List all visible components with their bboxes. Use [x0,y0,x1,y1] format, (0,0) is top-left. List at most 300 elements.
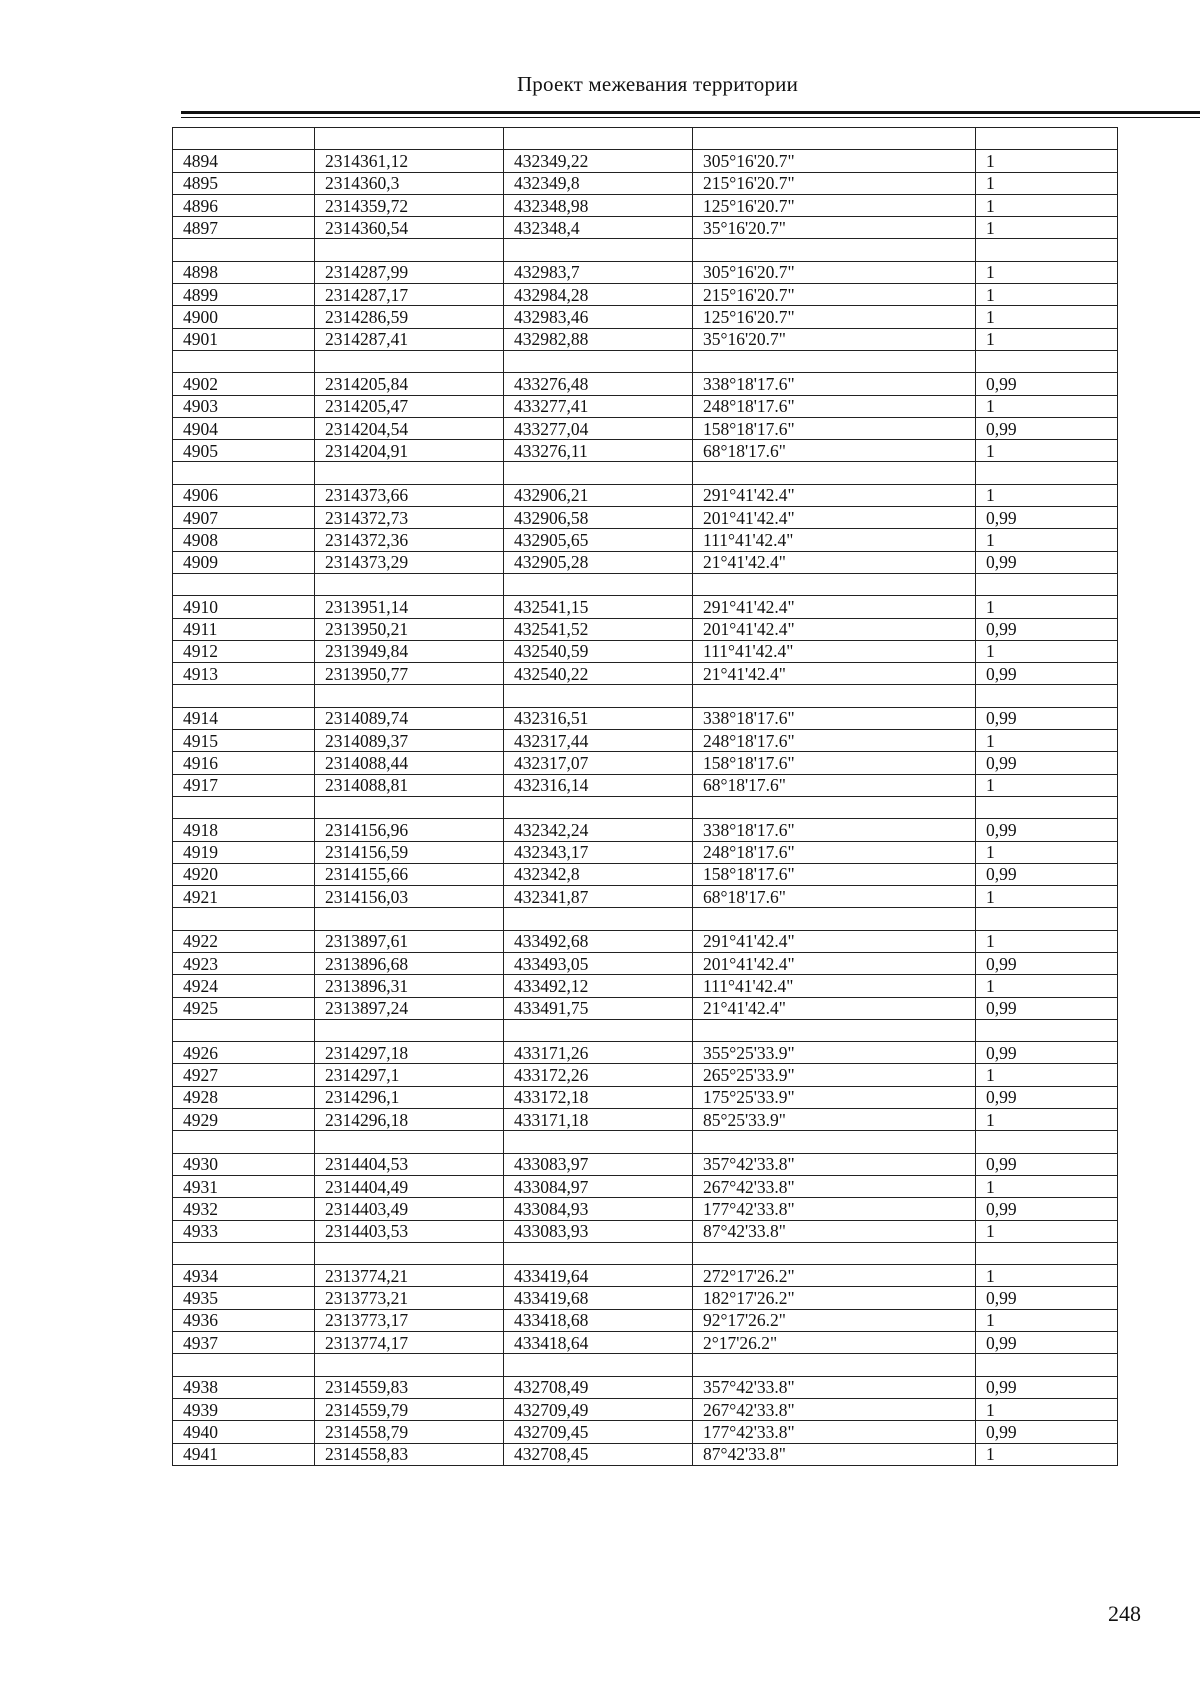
distance-cell: 0,99 [976,1376,1118,1398]
table-row [173,975,1118,997]
x-coordinate-cell: 2314373,29 [315,551,504,573]
point-number-cell: 4896 [173,194,315,216]
y-coordinate-cell: 433493,05 [504,952,693,974]
x-coordinate-cell: 2314404,53 [315,1153,504,1175]
y-coordinate-cell: 432905,65 [504,529,693,551]
empty-cell [976,1019,1118,1041]
distance-cell: 0,99 [976,1086,1118,1108]
y-coordinate-cell: 433276,11 [504,440,693,462]
empty-cell [693,796,976,818]
separator-row [173,796,1118,818]
y-coordinate-cell: 432341,87 [504,886,693,908]
y-coordinate-cell: 432540,22 [504,663,693,685]
point-number-cell: 4917 [173,774,315,796]
direction-angle-cell: 248°18'17.6" [693,841,976,863]
direction-angle-cell: 68°18'17.6" [693,774,976,796]
empty-cell [976,573,1118,595]
empty-cell [173,239,315,261]
x-coordinate-cell: 2314297,18 [315,1042,504,1064]
point-number-cell: 4914 [173,707,315,729]
x-coordinate-cell: 2314205,84 [315,373,504,395]
empty-cell [976,1354,1118,1376]
point-number-cell: 4937 [173,1332,315,1354]
x-coordinate-cell: 2313773,17 [315,1309,504,1331]
empty-cell [504,239,693,261]
x-coordinate-cell: 2314155,66 [315,863,504,885]
table-row [173,640,1118,662]
table-row [173,819,1118,841]
x-coordinate-cell: 2314372,73 [315,507,504,529]
table-row [173,1064,1118,1086]
table-row [173,707,1118,729]
x-coordinate-cell: 2314204,91 [315,440,504,462]
empty-cell [173,1019,315,1041]
y-coordinate-cell: 432906,58 [504,507,693,529]
point-number-cell: 4927 [173,1064,315,1086]
point-number-cell: 4895 [173,172,315,194]
table-row [173,841,1118,863]
header-rule-thick [181,111,1200,114]
y-coordinate-cell: 432316,14 [504,774,693,796]
point-number-cell: 4928 [173,1086,315,1108]
x-coordinate-cell: 2313896,68 [315,952,504,974]
distance-cell: 0,99 [976,1198,1118,1220]
distance-cell: 0,99 [976,1042,1118,1064]
table-row [173,1220,1118,1242]
direction-angle-cell: 158°18'17.6" [693,417,976,439]
direction-angle-cell: 21°41'42.4" [693,551,976,573]
y-coordinate-cell: 432541,15 [504,596,693,618]
direction-angle-cell: 291°41'42.4" [693,930,976,952]
point-number-cell: 4898 [173,261,315,283]
direction-angle-cell: 338°18'17.6" [693,373,976,395]
x-coordinate-cell: 2313774,21 [315,1265,504,1287]
direction-angle-cell: 158°18'17.6" [693,752,976,774]
table-row [173,886,1118,908]
empty-cell [504,1131,693,1153]
coordinates-table [172,127,1118,1466]
distance-cell: 1 [976,172,1118,194]
empty-cell [504,350,693,372]
x-coordinate-cell: 2313896,31 [315,975,504,997]
direction-angle-cell: 338°18'17.6" [693,819,976,841]
distance-cell: 0,99 [976,997,1118,1019]
x-coordinate-cell: 2313950,21 [315,618,504,640]
distance-cell: 0,99 [976,1332,1118,1354]
table-row [173,1443,1118,1465]
empty-cell [693,685,976,707]
table-row [173,1287,1118,1309]
direction-angle-cell: 87°42'33.8" [693,1443,976,1465]
y-coordinate-cell: 433418,68 [504,1309,693,1331]
direction-angle-cell: 92°17'26.2" [693,1309,976,1331]
distance-cell: 1 [976,484,1118,506]
empty-cell [504,573,693,595]
y-coordinate-cell: 433277,41 [504,395,693,417]
y-coordinate-cell: 433418,64 [504,1332,693,1354]
table-row [173,1109,1118,1131]
direction-angle-cell: 248°18'17.6" [693,395,976,417]
distance-cell: 1 [976,596,1118,618]
x-coordinate-cell: 2314296,18 [315,1109,504,1131]
y-coordinate-cell: 433083,97 [504,1153,693,1175]
y-coordinate-cell: 433172,26 [504,1064,693,1086]
empty-cell [976,1131,1118,1153]
empty-cell [976,462,1118,484]
empty-cell [173,796,315,818]
point-number-cell: 4915 [173,730,315,752]
x-coordinate-cell: 2314359,72 [315,194,504,216]
point-number-cell: 4912 [173,640,315,662]
separator-row [173,1354,1118,1376]
table-row [173,596,1118,618]
y-coordinate-cell: 433084,93 [504,1198,693,1220]
table-row [173,172,1118,194]
empty-cell [173,1242,315,1264]
table-row [173,1175,1118,1197]
y-coordinate-cell: 432349,8 [504,172,693,194]
direction-angle-cell: 267°42'33.8" [693,1175,976,1197]
table-row [173,217,1118,239]
point-number-cell: 4929 [173,1109,315,1131]
distance-cell: 1 [976,306,1118,328]
distance-cell: 1 [976,194,1118,216]
x-coordinate-cell: 2314297,1 [315,1064,504,1086]
direction-angle-cell: 201°41'42.4" [693,618,976,640]
x-coordinate-cell: 2314360,3 [315,172,504,194]
y-coordinate-cell: 432708,45 [504,1443,693,1465]
x-coordinate-cell: 2314088,44 [315,752,504,774]
point-number-cell: 4941 [173,1443,315,1465]
direction-angle-cell: 305°16'20.7" [693,261,976,283]
direction-angle-cell: 125°16'20.7" [693,306,976,328]
distance-cell: 0,99 [976,752,1118,774]
empty-cell [693,462,976,484]
separator-row [173,462,1118,484]
x-coordinate-cell: 2313897,24 [315,997,504,1019]
distance-cell: 1 [976,284,1118,306]
direction-angle-cell: 111°41'42.4" [693,640,976,662]
distance-cell: 1 [976,1398,1118,1420]
x-coordinate-cell: 2314156,59 [315,841,504,863]
point-number-cell: 4938 [173,1376,315,1398]
point-number-cell: 4923 [173,952,315,974]
x-coordinate-cell: 2314296,1 [315,1086,504,1108]
direction-angle-cell: 215°16'20.7" [693,284,976,306]
y-coordinate-cell: 432349,22 [504,150,693,172]
y-coordinate-cell: 432348,4 [504,217,693,239]
table-row [173,150,1118,172]
page-title: Проект межевания территории [516,72,799,96]
page-number: 248 [1108,1601,1141,1626]
empty-cell [976,1242,1118,1264]
y-coordinate-cell: 433171,26 [504,1042,693,1064]
y-coordinate-cell: 432708,49 [504,1376,693,1398]
point-number-cell: 4901 [173,328,315,350]
x-coordinate-cell: 2314286,59 [315,306,504,328]
table-row [173,1376,1118,1398]
empty-cell [693,908,976,930]
empty-cell [173,1131,315,1153]
separator-row [173,1242,1118,1264]
empty-cell [315,1354,504,1376]
distance-cell: 1 [976,440,1118,462]
x-coordinate-cell: 2313897,61 [315,930,504,952]
table-row [173,1332,1118,1354]
x-coordinate-cell: 2313774,17 [315,1332,504,1354]
direction-angle-cell: 21°41'42.4" [693,663,976,685]
empty-cell [315,908,504,930]
x-coordinate-cell: 2314089,74 [315,707,504,729]
distance-cell: 1 [976,217,1118,239]
empty-cell [315,685,504,707]
empty-cell [976,350,1118,372]
empty-cell [693,239,976,261]
point-number-cell: 4894 [173,150,315,172]
y-coordinate-cell: 432709,45 [504,1421,693,1443]
y-coordinate-cell: 433419,68 [504,1287,693,1309]
point-number-cell: 4908 [173,529,315,551]
x-coordinate-cell: 2314287,99 [315,261,504,283]
point-number-cell: 4903 [173,395,315,417]
distance-cell: 0,99 [976,863,1118,885]
distance-cell: 0,99 [976,819,1118,841]
direction-angle-cell: 125°16'20.7" [693,194,976,216]
empty-cell [315,796,504,818]
y-coordinate-cell: 432317,07 [504,752,693,774]
separator-row [173,685,1118,707]
y-coordinate-cell: 432709,49 [504,1398,693,1420]
point-number-cell: 4925 [173,997,315,1019]
table-row [173,930,1118,952]
distance-cell: 1 [976,1220,1118,1242]
y-coordinate-cell: 433419,64 [504,1265,693,1287]
distance-cell: 0,99 [976,1287,1118,1309]
separator-row [173,908,1118,930]
separator-row [173,573,1118,595]
direction-angle-cell: 291°41'42.4" [693,596,976,618]
direction-angle-cell: 35°16'20.7" [693,328,976,350]
x-coordinate-cell: 2313773,21 [315,1287,504,1309]
table-row [173,618,1118,640]
distance-cell: 1 [976,841,1118,863]
y-coordinate-cell: 433277,04 [504,417,693,439]
point-number-cell: 4933 [173,1220,315,1242]
table-row [173,863,1118,885]
x-coordinate-cell: 2313951,14 [315,596,504,618]
point-number-cell: 4899 [173,284,315,306]
direction-angle-cell: 357°42'33.8" [693,1153,976,1175]
x-coordinate-cell: 2314403,49 [315,1198,504,1220]
direction-angle-cell: 158°18'17.6" [693,863,976,885]
separator-row [173,350,1118,372]
distance-cell: 0,99 [976,1421,1118,1443]
table-row [173,1198,1118,1220]
distance-cell: 1 [976,886,1118,908]
separator-row [173,1019,1118,1041]
y-coordinate-cell: 433084,97 [504,1175,693,1197]
direction-angle-cell: 85°25'33.9" [693,1109,976,1131]
y-coordinate-cell: 432342,8 [504,863,693,885]
empty-cell [693,350,976,372]
empty-cell [504,462,693,484]
empty-cell [504,1019,693,1041]
distance-cell: 1 [976,150,1118,172]
direction-angle-cell: 21°41'42.4" [693,997,976,1019]
empty-cell [315,1131,504,1153]
empty-cell [315,1242,504,1264]
point-number-cell: 4919 [173,841,315,863]
x-coordinate-cell: 2313949,84 [315,640,504,662]
point-number-cell: 4905 [173,440,315,462]
empty-cell [693,128,976,150]
direction-angle-cell: 338°18'17.6" [693,707,976,729]
point-number-cell: 4934 [173,1265,315,1287]
distance-cell: 1 [976,395,1118,417]
empty-cell [315,239,504,261]
y-coordinate-cell: 433492,68 [504,930,693,952]
point-number-cell: 4900 [173,306,315,328]
y-coordinate-cell: 432906,21 [504,484,693,506]
x-coordinate-cell: 2314204,54 [315,417,504,439]
direction-angle-cell: 357°42'33.8" [693,1376,976,1398]
empty-cell [504,1242,693,1264]
x-coordinate-cell: 2314287,17 [315,284,504,306]
y-coordinate-cell: 432342,24 [504,819,693,841]
x-coordinate-cell: 2314287,41 [315,328,504,350]
y-coordinate-cell: 433491,75 [504,997,693,1019]
y-coordinate-cell: 432905,28 [504,551,693,573]
table-row [173,484,1118,506]
distance-cell: 0,99 [976,507,1118,529]
empty-cell [173,128,315,150]
y-coordinate-cell: 433276,48 [504,373,693,395]
table-row [173,952,1118,974]
x-coordinate-cell: 2314404,49 [315,1175,504,1197]
empty-cell [976,908,1118,930]
empty-cell [504,1354,693,1376]
direction-angle-cell: 111°41'42.4" [693,975,976,997]
table-row [173,1309,1118,1331]
direction-angle-cell: 87°42'33.8" [693,1220,976,1242]
distance-cell: 0,99 [976,663,1118,685]
table-row [173,752,1118,774]
separator-row [173,1131,1118,1153]
direction-angle-cell: 272°17'26.2" [693,1265,976,1287]
table-row [173,997,1118,1019]
y-coordinate-cell: 432983,7 [504,261,693,283]
empty-cell [315,128,504,150]
y-coordinate-cell: 433083,93 [504,1220,693,1242]
distance-cell: 1 [976,1064,1118,1086]
y-coordinate-cell: 433172,18 [504,1086,693,1108]
direction-angle-cell: 201°41'42.4" [693,952,976,974]
point-number-cell: 4924 [173,975,315,997]
point-number-cell: 4939 [173,1398,315,1420]
distance-cell: 1 [976,1175,1118,1197]
x-coordinate-cell: 2314558,79 [315,1421,504,1443]
direction-angle-cell: 265°25'33.9" [693,1064,976,1086]
distance-cell: 1 [976,1265,1118,1287]
distance-cell: 1 [976,640,1118,662]
y-coordinate-cell: 432317,44 [504,730,693,752]
table-row [173,1421,1118,1443]
distance-cell: 0,99 [976,618,1118,640]
point-number-cell: 4921 [173,886,315,908]
table-row [173,261,1118,283]
y-coordinate-cell: 432316,51 [504,707,693,729]
direction-angle-cell: 177°42'33.8" [693,1198,976,1220]
empty-cell [693,573,976,595]
x-coordinate-cell: 2314156,96 [315,819,504,841]
distance-cell: 1 [976,730,1118,752]
separator-row [173,239,1118,261]
x-coordinate-cell: 2314089,37 [315,730,504,752]
point-number-cell: 4920 [173,863,315,885]
empty-cell [315,1019,504,1041]
x-coordinate-cell: 2314205,47 [315,395,504,417]
empty-cell [504,796,693,818]
empty-cell [693,1019,976,1041]
empty-cell [976,685,1118,707]
x-coordinate-cell: 2314559,79 [315,1398,504,1420]
table-row [173,551,1118,573]
y-coordinate-cell: 433171,18 [504,1109,693,1131]
x-coordinate-cell: 2314372,36 [315,529,504,551]
empty-cell [315,350,504,372]
x-coordinate-cell: 2314403,53 [315,1220,504,1242]
direction-angle-cell: 201°41'42.4" [693,507,976,529]
direction-angle-cell: 291°41'42.4" [693,484,976,506]
empty-cell [693,1354,976,1376]
coordinates-table-body [173,128,1118,1466]
empty-cell [504,128,693,150]
empty-cell [173,462,315,484]
y-coordinate-cell: 432343,17 [504,841,693,863]
distance-cell: 1 [976,1109,1118,1131]
point-number-cell: 4918 [173,819,315,841]
empty-cell [693,1131,976,1153]
table-row [173,306,1118,328]
distance-cell: 1 [976,774,1118,796]
point-number-cell: 4916 [173,752,315,774]
direction-angle-cell: 177°42'33.8" [693,1421,976,1443]
table-row [173,194,1118,216]
table-row [173,395,1118,417]
table-row [173,1086,1118,1108]
y-coordinate-cell: 432541,52 [504,618,693,640]
empty-cell [504,685,693,707]
point-number-cell: 4930 [173,1153,315,1175]
point-number-cell: 4913 [173,663,315,685]
distance-cell: 0,99 [976,1153,1118,1175]
table-row [173,730,1118,752]
distance-cell: 1 [976,1443,1118,1465]
table-row [173,284,1118,306]
point-number-cell: 4936 [173,1309,315,1331]
table-row [173,507,1118,529]
x-coordinate-cell: 2314156,03 [315,886,504,908]
point-number-cell: 4906 [173,484,315,506]
table-row [173,663,1118,685]
table-row [173,1265,1118,1287]
empty-cell [504,908,693,930]
point-number-cell: 4907 [173,507,315,529]
direction-angle-cell: 248°18'17.6" [693,730,976,752]
table-row [173,774,1118,796]
direction-angle-cell: 215°16'20.7" [693,172,976,194]
distance-cell: 0,99 [976,417,1118,439]
